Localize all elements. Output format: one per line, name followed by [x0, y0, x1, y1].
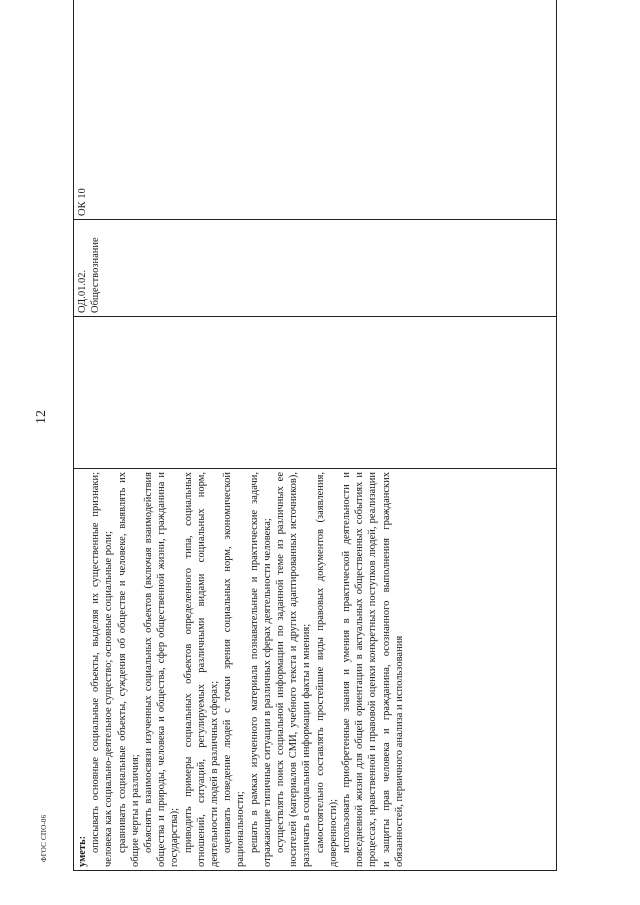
discipline-name: Обществознание	[90, 237, 102, 313]
discipline-cell	[74, 220, 557, 317]
skills-cell	[74, 469, 557, 871]
page-number: 12	[34, 410, 49, 424]
competency-code: ОК 10	[77, 188, 88, 216]
empty-cell	[74, 317, 557, 469]
skill-item: приводить примеры социальных объектов определенного типа, социальных отношений, ситуаций, регулируемых различными видами социальных норм, деятельности людей в различных сферах;	[182, 472, 221, 867]
skill-item: осуществлять поиск социальной информации по заданной теме из различных ее носителей (материалов СМИ, учебного текста и других адаптированных источников), различать в социальной информации факты и мнения;	[275, 472, 313, 867]
rotated-table-container	[73, 11, 557, 871]
skill-item: использовать приобретенные знания и умения в практической деятельности и повседневной жизни для общей ориентации в актуальных общественных событиях и процессах, нравственной и правовой оценки конкретных поступков людей, реализации и защиты прав человека и гражданина, осознанного выполнения гражданских обязанностей, первичного анализа и использования	[341, 472, 405, 867]
discipline-code: ОД.01.02.	[77, 269, 88, 313]
competency-cell	[74, 0, 557, 220]
skill-item: объяснять взаимосвязи изученных социальных объектов (включая взаимодействия общества и природы, человека и общества, сфер общественной жизни, гражданина и государства);	[143, 472, 181, 867]
skills-heading: уметь:	[77, 835, 88, 867]
skill-item: самостоятельно составлять простейшие виды правовых документов (заявления, доверенности);	[314, 472, 339, 867]
competency-table	[73, 0, 557, 871]
skill-item: описывать основные социальные объекты, выделяя их существенные признаки; человека как социально-деятельное существо; основные социальные роли;	[90, 472, 115, 867]
skill-item: оценивать поведение людей с точки зрения социальных норм, экономической рациональности;	[222, 472, 247, 867]
footer-mark: ФГОС СПО-06	[40, 814, 48, 862]
skill-item: сравнивать социальные объекты, суждения об обществе и человеке, выявлять их общие черты и различия;	[116, 472, 141, 867]
skill-item: решать в рамках изученного материала познавательные и практические задачи, отражающие типичные ситуации в различных сферах деятельности человека;	[248, 472, 273, 867]
table-row	[74, 0, 557, 871]
